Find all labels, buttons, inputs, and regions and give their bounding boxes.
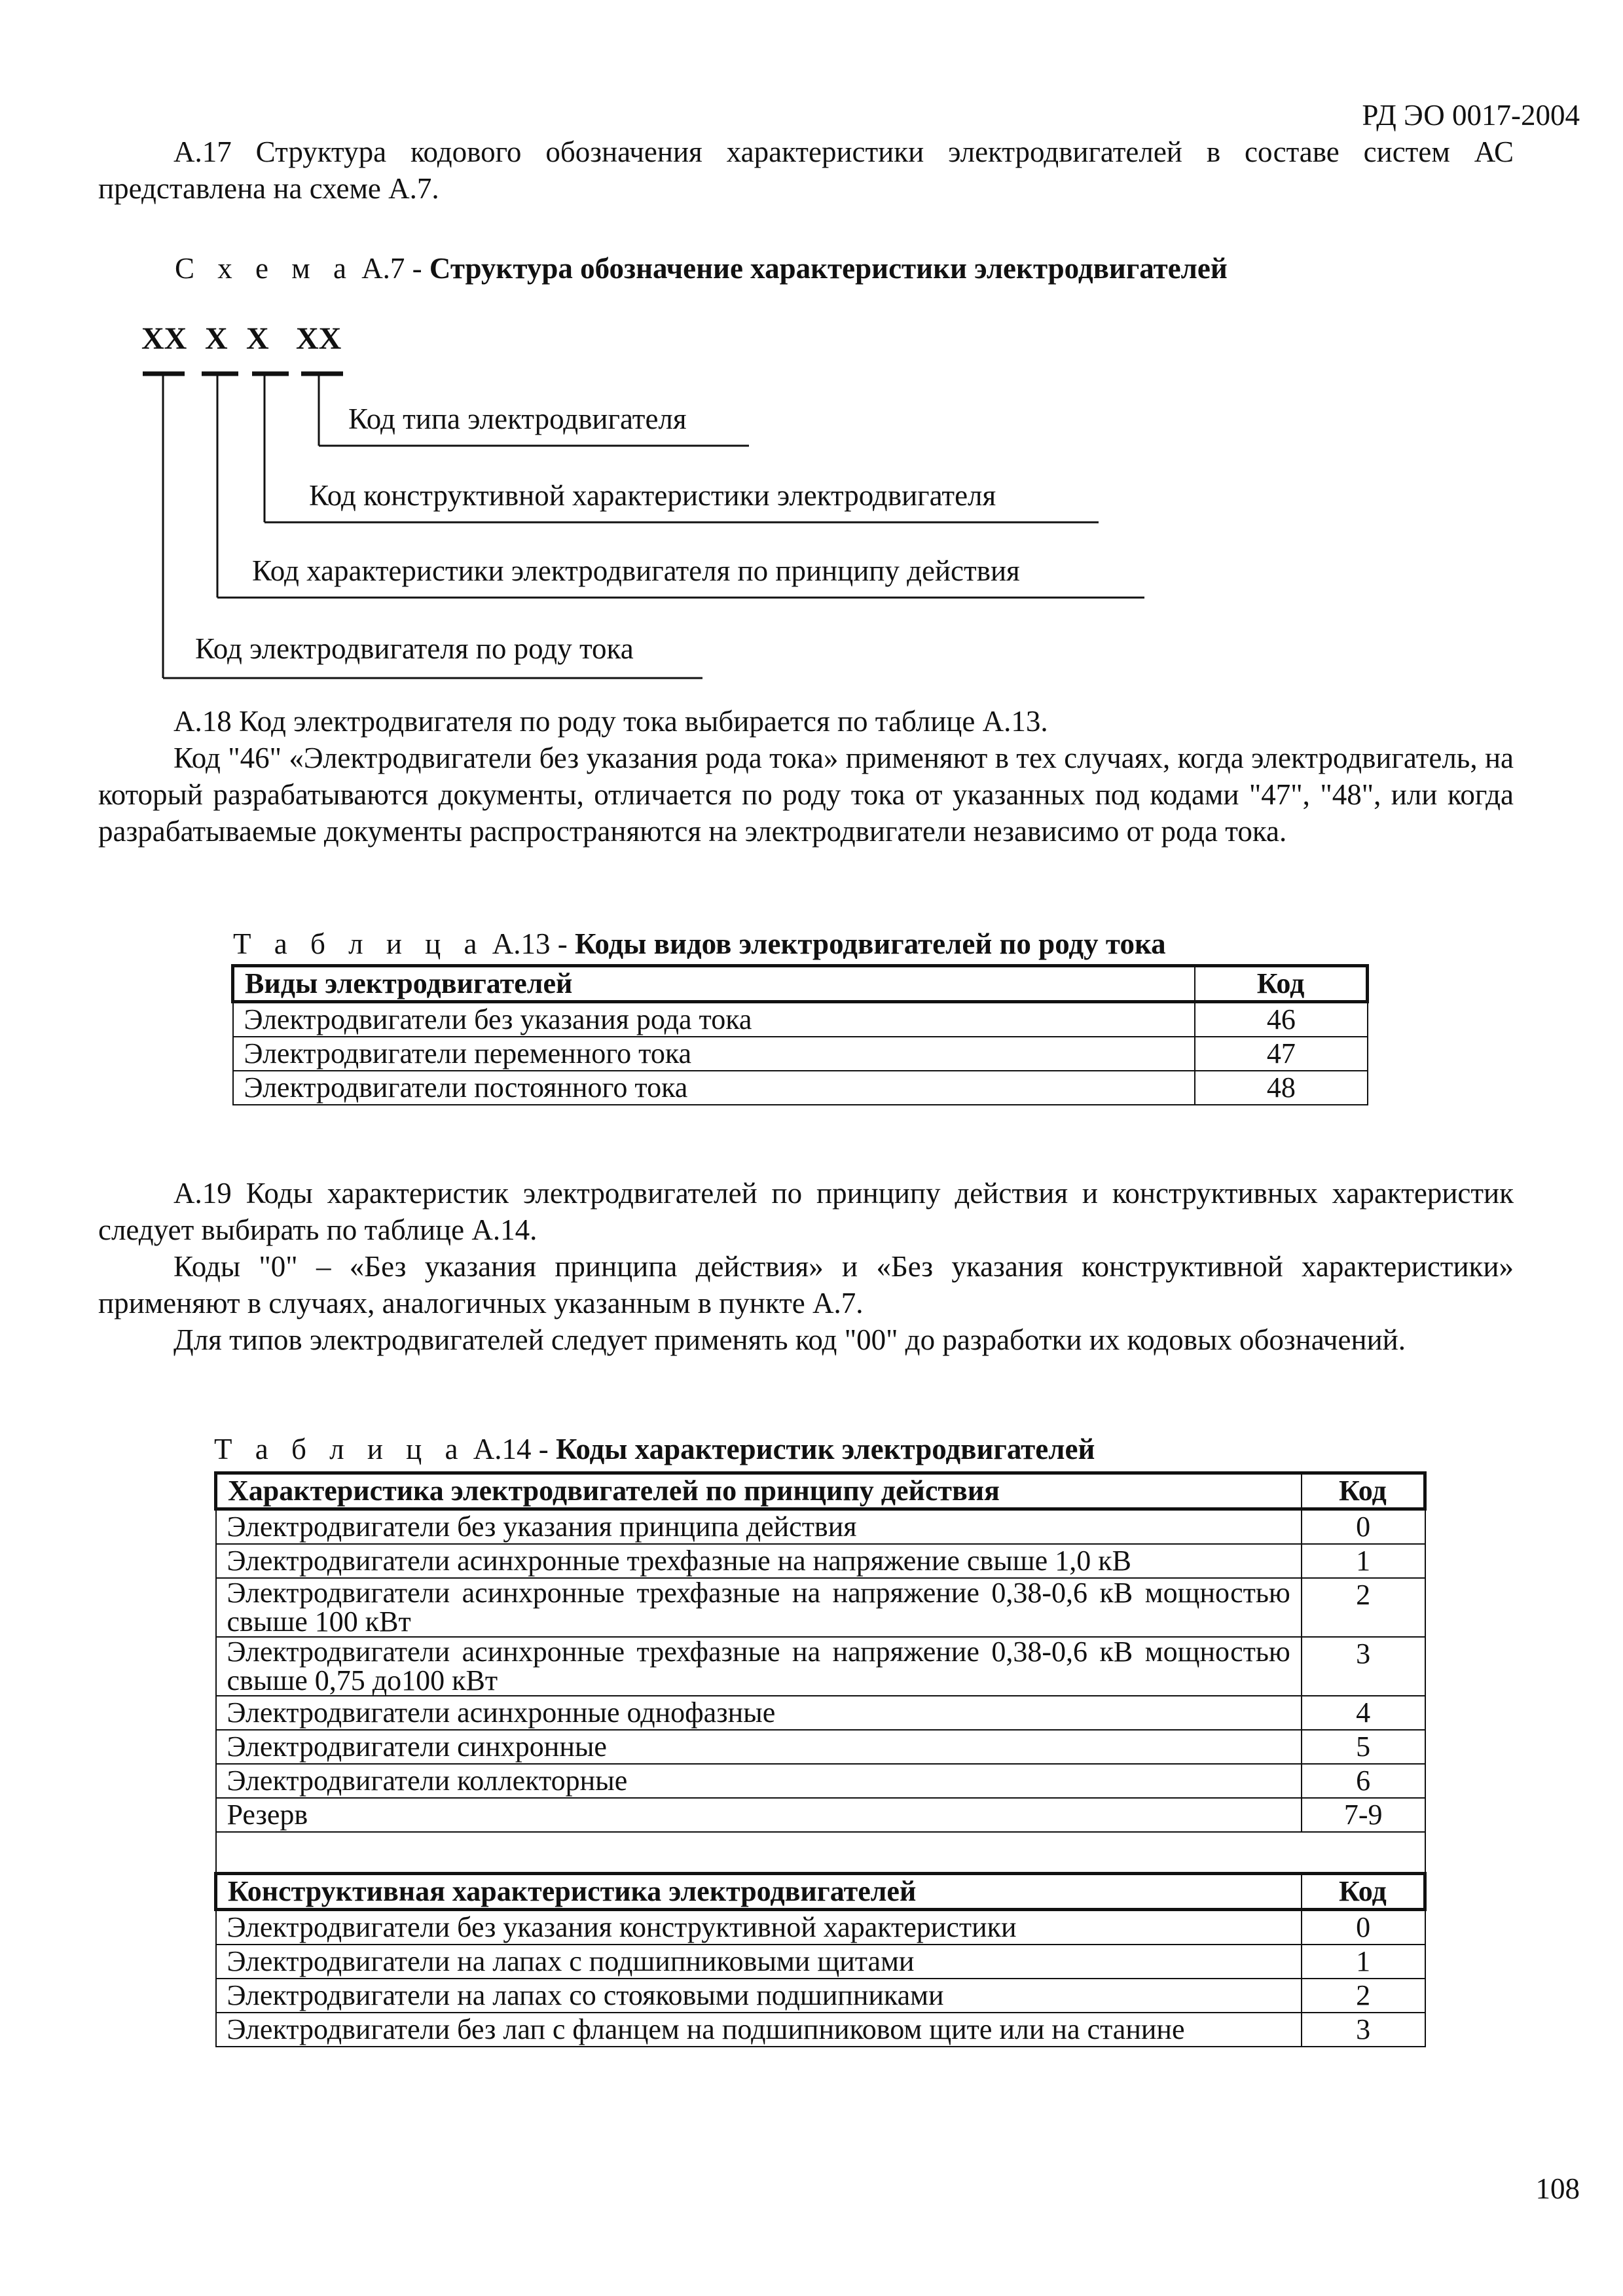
table14-section2-header-char: Конструктивная характеристика электродвигателей [216, 1874, 1302, 1910]
paragraph-a17-text: А.17 Структура кодового обозначения характеристики электродвигателей в составе систем АС представлена на схеме А.7. [98, 135, 1514, 205]
table-row [216, 1979, 1425, 2013]
table14-caption-prefix: Т а б л и ц а [214, 1433, 466, 1465]
paragraph-a19-text-3: Для типов электродвигателей следует применять код "00" до разработки их кодовых обозначений. [173, 1323, 1406, 1356]
paragraph-a18 [98, 703, 1514, 850]
table14-spacer-cell [216, 1832, 1425, 1874]
table-row [216, 1509, 1425, 1545]
table14-cell-code: 3 [1302, 2013, 1425, 2047]
table-row [216, 1945, 1425, 1979]
table14-section1-header-char: Характеристика электродвигателей по принципу действия [216, 1473, 1302, 1509]
schema-label-current: Код электродвигателя по роду тока [195, 632, 634, 665]
table14-cell-code: 1 [1302, 1945, 1425, 1979]
code-group-current: XX [141, 321, 187, 356]
table14-section1-header-row [216, 1473, 1425, 1509]
table13-cell-code: 48 [1195, 1071, 1367, 1105]
table-row [216, 1910, 1425, 1945]
table14-cell-char: Электродвигатели асинхронные трехфазные на напряжение 0,38-0,6 кВ мощностью свыше 100 кВт [216, 1578, 1302, 1637]
table13-caption-prefix: Т а б л и ц а [233, 927, 485, 960]
paragraph-a18-text-2: Код "46" «Электродвигатели без указания рода тока» применяют в тех случаях, когда электродвигатель, на который разрабатываются документы, отличается по роду тока от указанных под кодами "47", "48", или когда разрабатываемые документы распространяются на электродвигатели независимо от рода тока. [98, 742, 1514, 848]
table-row [216, 1798, 1425, 1832]
page-number: 108 [1535, 2172, 1580, 2205]
table13-caption-title: Коды видов электродвигателей по роду тока [574, 927, 1166, 960]
paragraph-a19 [98, 1175, 1514, 1358]
table-row [216, 1544, 1425, 1578]
table14-cell-char: Электродвигатели без указания конструктивной характеристики [216, 1910, 1302, 1945]
table14-cell-code: 2 [1302, 1578, 1425, 1637]
table14-spacer-row [216, 1832, 1425, 1874]
table-row [216, 1730, 1425, 1764]
paragraph-a17 [98, 134, 1514, 207]
table14-caption-title: Коды характеристик электродвигателей [555, 1433, 1095, 1465]
table14-cell-code: 7-9 [1302, 1798, 1425, 1832]
table14-cell-char: Электродвигатели синхронные [216, 1730, 1302, 1764]
schema-caption-title: Структура обозначение характеристики электродвигателей [429, 252, 1228, 285]
paragraph-a19-text-2: Коды "0" – «Без указания принципа действия» и «Без указания конструктивной характеристики» применяют в случаях, аналогичных указанным в пункте А.7. [98, 1250, 1514, 1319]
schema-label-type: Код типа электродвигателя [348, 403, 687, 435]
table13-header-code: Код [1195, 966, 1367, 1002]
table13-cell-code: 46 [1195, 1002, 1367, 1037]
table14-section1-header-code: Код [1302, 1473, 1425, 1509]
table14-cell-char: Электродвигатели коллекторные [216, 1764, 1302, 1798]
schema-caption-prefix: С х е м а [175, 252, 354, 285]
schema-label-design: Код конструктивной характеристики электродвигателя [309, 479, 996, 512]
table14-cell-char: Электродвигатели асинхронные трехфазные на напряжение свыше 1,0 кВ [216, 1544, 1302, 1578]
schema-caption [175, 250, 1228, 287]
table-row [216, 1578, 1425, 1637]
table14-cell-code: 1 [1302, 1544, 1425, 1578]
table14-cell-char: Электродвигатели асинхронные трехфазные на напряжение 0,38-0,6 кВ мощностью свыше 0,75 до100 кВт [216, 1637, 1302, 1696]
table13-header-row [233, 966, 1368, 1002]
table14-cell-char: Резерв [216, 1798, 1302, 1832]
table14 [214, 1471, 1427, 2047]
table13-cell-kind: Электродвигатели переменного тока [233, 1037, 1195, 1071]
table14-section2-header-code: Код [1302, 1874, 1425, 1910]
table-row [233, 1037, 1368, 1071]
table14-cell-char: Электродвигатели на лапах с подшипниковыми щитами [216, 1945, 1302, 1979]
document-header: РД ЭО 0017-2004 [1362, 99, 1580, 132]
table14-caption [214, 1431, 1095, 1467]
table14-cell-code: 0 [1302, 1509, 1425, 1545]
table13 [231, 964, 1369, 1105]
table13-cell-kind: Электродвигатели постоянного тока [233, 1071, 1195, 1105]
table14-cell-code: 4 [1302, 1696, 1425, 1730]
table-row [216, 1637, 1425, 1696]
table-row [233, 1071, 1368, 1105]
table14-cell-code: 3 [1302, 1637, 1425, 1696]
code-group-design: X [246, 321, 269, 356]
table-row [233, 1002, 1368, 1037]
table14-section2-header-row [216, 1874, 1425, 1910]
table14-cell-code: 2 [1302, 1979, 1425, 2013]
table13-caption [233, 925, 1166, 962]
table14-cell-code: 5 [1302, 1730, 1425, 1764]
table14-cell-char: Электродвигатели на лапах со стояковыми подшипниками [216, 1979, 1302, 2013]
table-row [216, 2013, 1425, 2047]
table13-header-kind: Виды электродвигателей [233, 966, 1195, 1002]
table-row [216, 1696, 1425, 1730]
table14-cell-code: 0 [1302, 1910, 1425, 1945]
table14-cell-char: Электродвигатели без лап с фланцем на подшипниковом щите или на станине [216, 2013, 1302, 2047]
paragraph-a19-text-1: А.19 Коды характеристик электродвигателей по принципу действия и конструктивных характеристик следует выбирать по таблице А.14. [98, 1177, 1514, 1246]
table14-cell-char: Электродвигатели без указания принципа действия [216, 1509, 1302, 1545]
table14-caption-number: А.14 - [473, 1433, 549, 1465]
table14-cell-char: Электродвигатели асинхронные однофазные [216, 1696, 1302, 1730]
table13-cell-code: 47 [1195, 1037, 1367, 1071]
table-row [216, 1764, 1425, 1798]
schema-label-principle: Код характеристики электродвигателя по принципу действия [252, 554, 1020, 587]
table13-caption-number: А.13 - [492, 927, 568, 960]
code-group-principle: X [205, 321, 228, 356]
table14-cell-code: 6 [1302, 1764, 1425, 1798]
code-group-type: XX [296, 321, 342, 356]
table13-cell-kind: Электродвигатели без указания рода тока [233, 1002, 1195, 1037]
schema-caption-number: А.7 - [361, 252, 422, 285]
paragraph-a18-text-1: А.18 Код электродвигателя по роду тока выбирается по таблице А.13. [173, 705, 1048, 738]
